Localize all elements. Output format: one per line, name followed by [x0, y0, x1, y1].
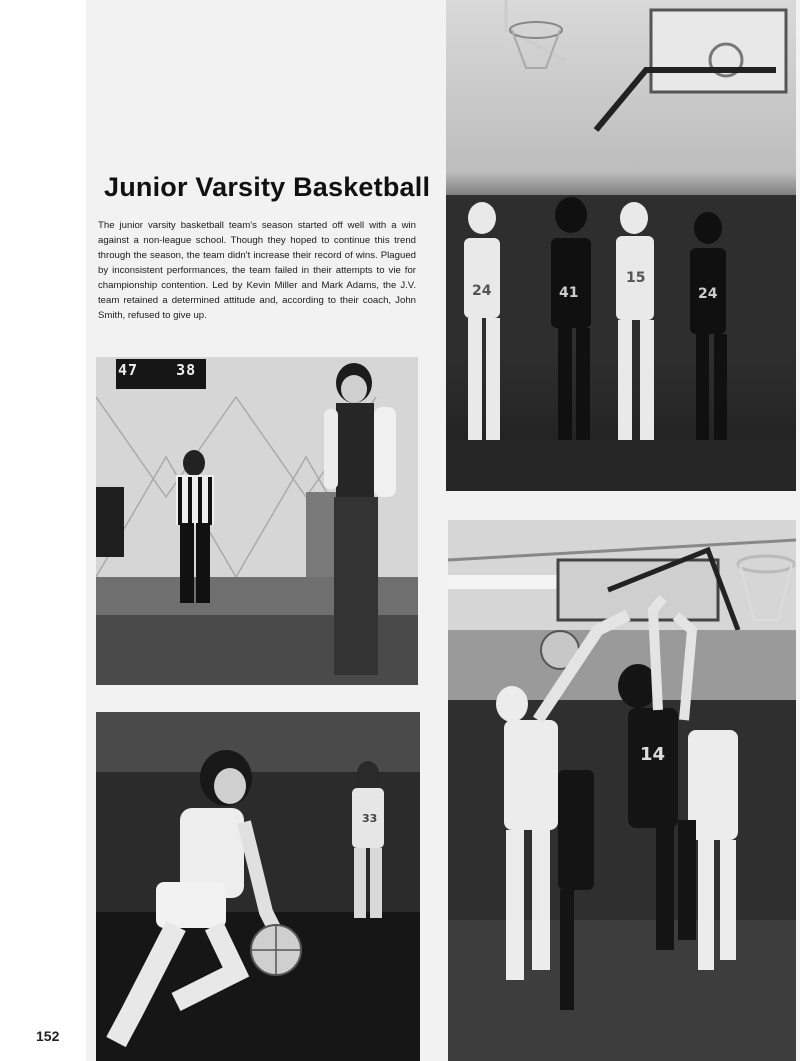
page-number: 152 [36, 1028, 60, 1044]
jersey-number: 14 [640, 744, 666, 765]
scoreboard [118, 361, 224, 379]
jersey-number: 15 [626, 270, 646, 286]
photo-players-rebound [448, 520, 796, 1061]
score-away: 38 [176, 361, 197, 379]
jersey-number: 41 [559, 285, 579, 301]
page-margin [0, 0, 86, 1061]
jersey-number: 33 [362, 812, 378, 825]
photo-coach-referee [96, 357, 418, 685]
article-text: The junior varsity basketball team's season started off well with a win against a non-league school. Though they hoped to continue this trend through the season, the team didn't increase their record of wins. Plagued by inconsistent performances, the team failed in their attempts to vie for championship contention. Led by Kevin Miller and Mark Adams, the J.V. team retained a determined attitude and, according to their coach, John Smith, refused to give up. [98, 220, 416, 321]
photo-players-tipoff [446, 0, 796, 491]
jersey-number: 24 [472, 283, 492, 299]
page-title: Junior Varsity Basketball [104, 172, 431, 202]
photo-player-dribbling [96, 712, 420, 1061]
jersey-number: 24 [698, 286, 718, 302]
score-home: 47 [118, 361, 139, 379]
